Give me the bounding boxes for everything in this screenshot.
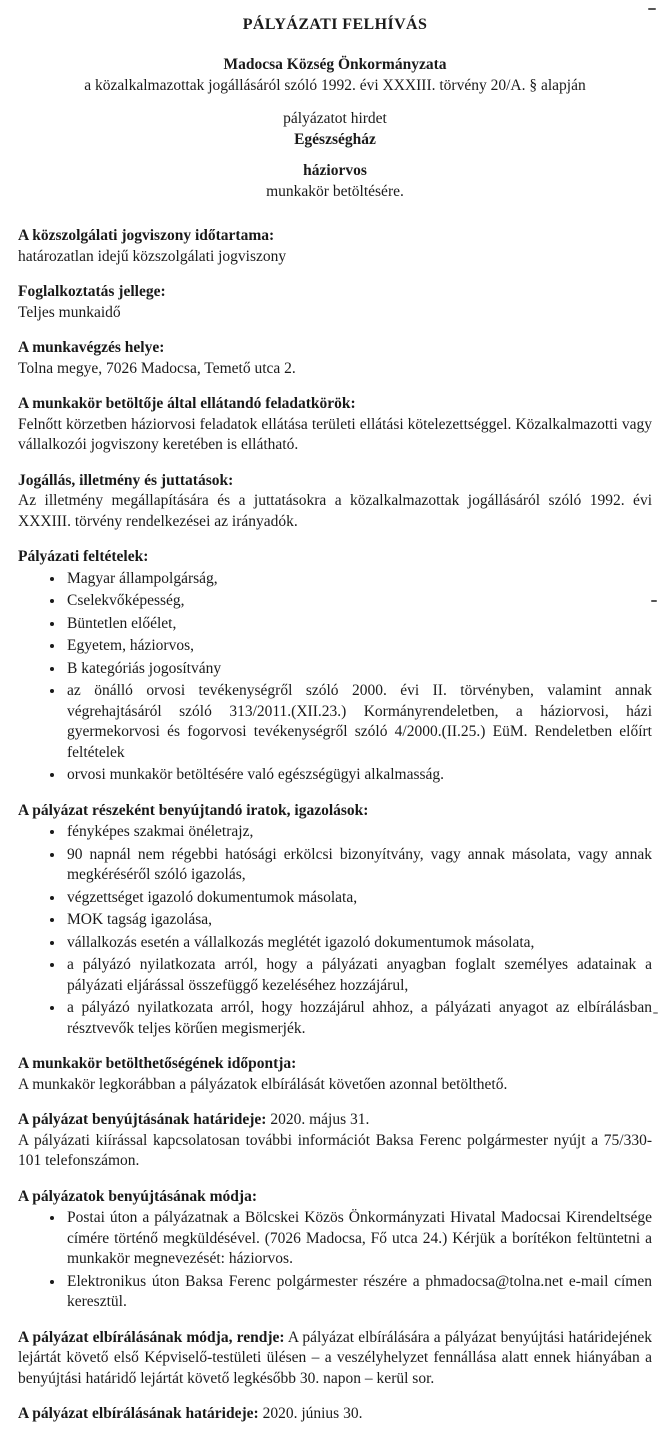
section-heading: Jogállás, illetmény és juttatások: xyxy=(18,471,234,489)
section-foglalkoztatas-jellege xyxy=(18,282,652,323)
section-benyujtando-iratok xyxy=(18,801,652,1040)
bullet-item: • Elektronikus úton Baksa Ferenc polgármester részére a phmadocsa@tolna.net e-mail címen keresztül. xyxy=(65,1272,652,1313)
section-heading: A munkavégzés helye: xyxy=(18,339,165,356)
section-body: A munkakör legkorábban a pályázatok elbírálását követően azonnal betölthető. xyxy=(18,1075,508,1093)
document-title: PÁLYÁZATI FELHÍVÁS xyxy=(242,16,428,33)
bullet-item: • B kategóriás jogosítvány xyxy=(65,659,652,680)
section-body: Felnőtt körzetben háziorvosi feladatok ellátása területi ellátási kötelezettséggel. Közalkalmazotti vagy vállalkozói jogviszony keretében is ellátható. xyxy=(18,415,652,453)
section-heading: A pályázat elbírálásának módja, rendje: xyxy=(18,1328,285,1346)
section-jogviszony-idotartama xyxy=(18,226,652,267)
section-paragraph xyxy=(18,1328,652,1390)
section-body: Teljes munkaidő xyxy=(18,303,121,321)
bullet-item: • vállalkozás esetén a vállalkozás meglétét igazoló dokumentumok másolata, xyxy=(65,933,652,954)
section-heading: A pályázatok benyújtásának módja: xyxy=(18,1187,257,1205)
section-heading: A munkakör betölthetőségének időpontja: xyxy=(18,1055,297,1072)
bullet-item: • 90 napnál nem régebbi hatósági erkölcsi bizonyítvány, vagy annak másolata, vagy annak megkéréséről szóló igazolás, xyxy=(65,845,652,886)
bullet-item: • Egyetem, háziorvos, xyxy=(65,636,652,657)
section-heading: A pályázat részeként benyújtandó iratok, igazolások: xyxy=(18,801,369,819)
document-header xyxy=(18,14,652,202)
bullet-list xyxy=(18,1208,652,1313)
section-heading: A pályázat elbírálásának határideje: xyxy=(18,1405,259,1422)
section-betolthetoseg-idopontja xyxy=(18,1054,652,1095)
section-feladatkorok xyxy=(18,394,652,456)
bullet-item: • a pályázó nyilatkozata arról, hogy a pályázati anyagban foglalt személyes adatainak a pályázati eljárással összefüggő kezeléséhez hozzájárul, xyxy=(65,955,652,996)
section-heading-line xyxy=(18,1404,652,1425)
organization-name: Madocsa Község Önkormányzata xyxy=(223,56,447,73)
bullet-item: • Magyar állampolgárság, xyxy=(65,569,652,590)
bullet-item: • orvosi munkakör betöltésére való egészségügyi alkalmasság. xyxy=(65,765,652,786)
bullet-item: • Postai úton a pályázatnak a Bölcskei Közös Önkormányzati Hivatal Madocsai Kirendeltsége címére történő megküldésével. (7026 Madocsa, Fő utca 24.) Kérjük a borítékon feltüntetni a munkakör megnevezését: háziorvos. xyxy=(65,1208,652,1270)
section-jogallas-illetmeny xyxy=(18,471,652,533)
section-heading: A pályázat benyújtásának határideje: xyxy=(18,1111,267,1128)
section-heading: A közszolgálati jogviszony időtartama: xyxy=(18,227,275,244)
section-body: Tolna megye, 7026 Madocsa, Temető utca 2. xyxy=(18,359,296,377)
bullet-item: • Büntetlen előélet, xyxy=(65,614,652,635)
position-note: munkakör betöltésére. xyxy=(266,182,404,200)
bullet-list xyxy=(18,569,652,786)
section-heading: A munkakör betöltője által ellátandó feladatkörök: xyxy=(18,395,356,412)
bullet-item: • a pályázó nyilatkozata arról, hogy hozzájárul ahhoz, a pályázati anyagot az elbírálásban résztvevők teljes körűen megismerjék. xyxy=(65,998,652,1039)
scan-artifact-dash xyxy=(651,600,657,602)
section-heading: Foglalkoztatás jellege: xyxy=(18,283,166,300)
announcement-line: pályázatot hirdet xyxy=(283,110,387,127)
section-heading-line xyxy=(18,1110,652,1131)
section-body: Az illetmény megállapítására és a juttatásokra a közalkalmazottak jogállásáról szóló 1992. évi XXXIII. törvény rendelkezései az irányadók. xyxy=(18,492,652,530)
bullet-item: • az önálló orvosi tevékenységről szóló 2000. évi II. törvényben, valamint annak végrehajtásáról szóló 313/2011.(XII.23.) Kormányrendeletben, a háziorvosi, házi gyermekorvosi és fogorvosi tevékenységről szóló 4/2000.(II.25.) EüM. Rendeletben előírt feltételek xyxy=(65,681,652,763)
section-elbiralas-modja xyxy=(18,1328,652,1390)
bullet-item: • Cselekvőképesség, xyxy=(65,591,652,612)
section-body: A pályázat elbírálására a pályázat benyújtási határidejének lejártát követő első Képviselő-testületi ülésen – a veszélyhelyzet fennállása alatt ennek hiányában a benyújtási határidő lejártát követő legkésőbb 30. napon – kerül sor. xyxy=(18,1328,653,1387)
section-benyujtas-hatarideje xyxy=(18,1110,652,1172)
institution-name: Egészségház xyxy=(294,130,376,148)
section-palyazati-feltetelek xyxy=(18,547,652,786)
deadline-date: 2020. május 31. xyxy=(270,1111,370,1128)
decision-date: 2020. június 30. xyxy=(262,1405,363,1422)
bullet-item: • MOK tagság igazolása, xyxy=(65,910,652,931)
scan-artifact-dash xyxy=(648,8,656,10)
bullet-item: • fényképes szakmai önéletrajz, xyxy=(65,822,652,843)
bullet-item: • végzettséget igazoló dokumentumok másolata, xyxy=(65,888,652,909)
scan-artifact-dash xyxy=(653,1012,658,1014)
bullet-list xyxy=(18,822,652,1039)
section-heading: Pályázati feltételek: xyxy=(18,548,149,565)
section-benyujtas-modja xyxy=(18,1187,652,1313)
section-munkavegzes-helye xyxy=(18,338,652,379)
position-title: háziorvos xyxy=(303,162,367,179)
legal-basis-line: a közalkalmazottak jogállásáról szóló 1992. évi XXXIII. törvény 20/A. § alapján xyxy=(84,76,586,94)
section-body: A pályázati kiírással kapcsolatosan további információt Baksa Ferenc polgármester nyújt a 75/330-101 telefonszámon. xyxy=(18,1131,652,1169)
section-body: határozatlan idejű közszolgálati jogviszony xyxy=(18,247,287,265)
section-elbiralas-hatarideje xyxy=(18,1404,652,1425)
